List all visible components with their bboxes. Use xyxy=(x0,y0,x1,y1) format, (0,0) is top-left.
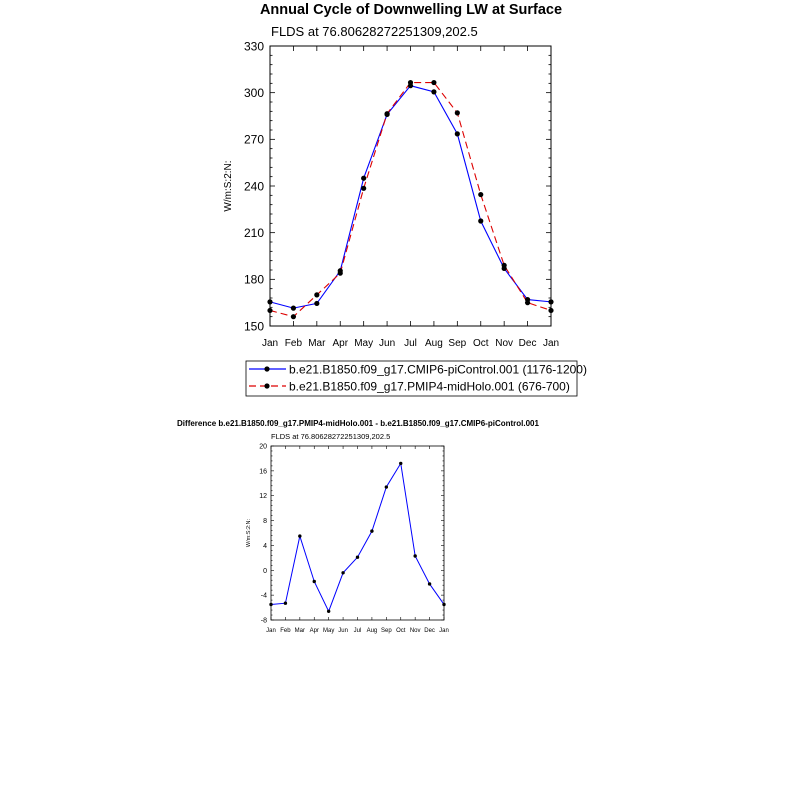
chart1-xtick-label: Jun xyxy=(379,338,396,349)
chart2-series-1-line xyxy=(271,463,444,611)
chart1-series-2-point xyxy=(314,292,319,297)
chart1-ytick-label: 270 xyxy=(243,132,264,147)
chart1-series-1-point xyxy=(478,218,483,223)
chart2-ytick-label: 20 xyxy=(259,443,267,451)
chart1-series-2-point xyxy=(338,271,343,276)
chart1-ytick-label: 240 xyxy=(243,179,264,194)
chart1-ytick-label: 180 xyxy=(243,272,264,287)
chart1-series-1-point xyxy=(455,131,460,136)
chart2-series-1-point xyxy=(428,582,431,585)
chart1-ytick-label: 330 xyxy=(243,39,264,54)
chart1-series-2-point xyxy=(408,80,413,85)
chart1-series-2-point xyxy=(525,300,530,305)
chart1-series-2-point xyxy=(361,186,366,191)
chart2-series-1-point xyxy=(413,554,416,557)
chart2-ytick-label: -4 xyxy=(260,592,267,600)
chart1-series-2-point xyxy=(455,110,460,115)
legend-marker-series2 xyxy=(264,383,269,388)
chart1-title: Annual Cycle of Downwelling LW at Surface xyxy=(259,2,563,18)
chart2-series-1-point xyxy=(313,580,316,583)
chart1-xtick-label: Jul xyxy=(404,338,417,349)
chart1-ytick-label: 150 xyxy=(243,319,264,334)
chart1-series-1-point xyxy=(361,176,366,181)
chart1-xtick-label: Dec xyxy=(518,338,537,349)
chart1-series-2-point xyxy=(384,111,389,116)
chart1-xtick-label: Jan xyxy=(542,338,560,349)
chart2-xtick-label: Jul xyxy=(353,628,362,634)
chart1-series-1-point xyxy=(431,89,436,94)
chart2-xtick-label: Aug xyxy=(366,628,378,634)
chart2-series-1-point xyxy=(370,529,373,532)
chart1-xtick-label: Apr xyxy=(332,338,349,349)
chart2-ytick-label: 0 xyxy=(263,567,267,575)
chart2-xtick-label: Jun xyxy=(338,628,348,634)
chart1-ylabel: W/m:S:2:N: xyxy=(223,160,234,212)
chart1-series-1-point xyxy=(548,299,553,304)
chart1-xtick-label: Jan xyxy=(261,338,279,349)
chart2-ytick-label: 12 xyxy=(259,493,267,501)
chart2-xtick-label: Sep xyxy=(380,628,392,634)
chart1-series-1-point xyxy=(291,306,296,311)
chart1-series-1-line xyxy=(270,86,551,308)
chart2-ytick-label: 16 xyxy=(259,468,267,476)
chart2-series-1-point xyxy=(269,603,272,606)
chart2-xtick-label: Nov xyxy=(409,628,421,634)
chart1-xtick-label: May xyxy=(354,338,374,349)
chart1-series-1-point xyxy=(314,301,319,306)
chart2-series-1-point xyxy=(341,571,344,574)
chart2-series-1-point xyxy=(399,462,402,465)
chart1-plot-area xyxy=(244,39,559,349)
chart1-series-2-point xyxy=(502,263,507,268)
chart1-xtick-label: Sep xyxy=(448,338,467,349)
chart2-series-1-point xyxy=(442,603,445,606)
chart2-xtick-label: Mar xyxy=(294,628,306,634)
chart2-xtick-label: Dec xyxy=(424,628,435,634)
chart2-ytick-label: -8 xyxy=(260,617,267,625)
chart2-series-1-point xyxy=(298,534,301,537)
chart2-plot-area xyxy=(259,444,449,634)
chart2-xtick-label: Feb xyxy=(280,628,291,634)
chart1-series-2-point xyxy=(291,314,296,319)
chart1-xtick-label: Nov xyxy=(495,338,514,349)
chart2-subtitle: FLDS at 76.80628272251309,202.5 xyxy=(271,432,391,441)
chart2-ytick-label: 8 xyxy=(263,518,267,526)
chart1-ytick-label: 300 xyxy=(243,85,264,100)
chart1-xtick-label: Feb xyxy=(284,338,303,349)
chart2-series-1-point xyxy=(356,556,359,559)
chart2-series-1-point xyxy=(284,602,287,605)
chart2-series-1-point xyxy=(385,485,388,488)
chart2-title: Difference b.e21.B1850.f09_g17.PMIP4-midHolo.001 - b.e21.B1850.f09_g17.CMIP6-piControl.001 xyxy=(177,419,539,428)
chart2-ylabel: W/m:S:2:N: xyxy=(246,518,252,548)
chart1-series-1-point xyxy=(267,299,272,304)
chart2-xtick-label: Oct xyxy=(396,628,406,634)
legend-label-series2: b.e21.B1850.f09_g17.PMIP4-midHolo.001 (676-700) xyxy=(289,379,570,394)
chart1-series-2-point xyxy=(267,308,272,313)
chart2-series-1-point xyxy=(327,610,330,613)
legend-marker-series1 xyxy=(264,366,269,371)
chart2-xtick-label: Jan xyxy=(439,628,449,634)
chart1-ytick-label: 210 xyxy=(243,225,264,240)
chart2-xtick-label: May xyxy=(322,628,335,634)
chart1-subtitle: FLDS at 76.80628272251309,202.5 xyxy=(271,24,478,39)
chart1-series-2-line xyxy=(270,83,551,317)
chart1-series-2-point xyxy=(548,308,553,313)
chart1-xtick-label: Mar xyxy=(308,338,326,349)
chart1-xtick-label: Oct xyxy=(472,338,489,349)
chart2-xtick-label: Apr xyxy=(309,628,319,634)
legend-label-series1: b.e21.B1850.f09_g17.CMIP6-piControl.001 (1176-1200) xyxy=(289,362,587,377)
chart2-xtick-label: Jan xyxy=(266,628,276,634)
chart2-plot-frame xyxy=(271,446,444,620)
chart1-xtick-label: Aug xyxy=(425,338,443,349)
chart1-legend xyxy=(246,361,587,396)
chart1-series-2-point xyxy=(478,192,483,197)
chart1-series-2-point xyxy=(431,80,436,85)
chart2-ytick-label: 4 xyxy=(263,542,267,550)
